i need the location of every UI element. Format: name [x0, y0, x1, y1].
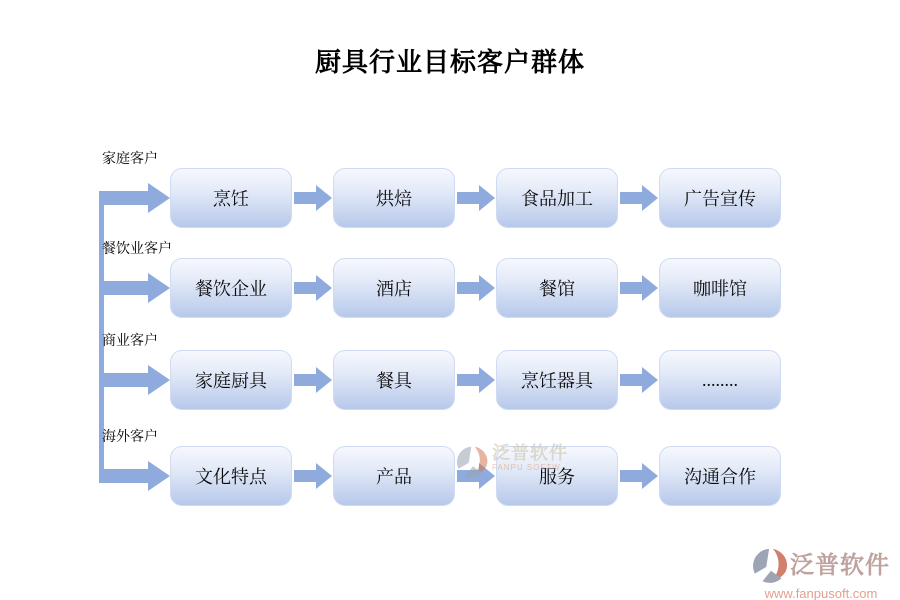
flow-box: 烹饪器具 [496, 350, 618, 410]
right-arrow-icon [620, 185, 658, 211]
arrow-head [148, 461, 170, 491]
arrow-stem [457, 470, 479, 482]
arrow-head [316, 367, 332, 393]
arrow-stem [100, 469, 148, 483]
right-arrow-icon [620, 275, 658, 301]
entry-arrow-icon [100, 461, 170, 491]
row-label-overseas-customers: 海外客户 [102, 430, 158, 445]
arrow-stem [294, 192, 316, 204]
arrow-head [479, 367, 495, 393]
arrow-head [316, 185, 332, 211]
arrow-head [479, 275, 495, 301]
right-arrow-icon [457, 185, 495, 211]
arrow-stem [620, 282, 642, 294]
arrow-stem [457, 282, 479, 294]
watermark-brand-text: 泛普软件 [790, 553, 890, 579]
arrow-stem [100, 281, 148, 295]
arrow-stem [457, 192, 479, 204]
flow-box: 产品 [333, 446, 455, 506]
arrow-head [642, 367, 658, 393]
arrow-stem [620, 192, 642, 204]
arrow-head [642, 275, 658, 301]
right-arrow-icon [294, 463, 332, 489]
arrow-stem [294, 374, 316, 386]
arrow-stem [100, 373, 148, 387]
flow-box: 沟通合作 [659, 446, 781, 506]
right-arrow-icon [294, 185, 332, 211]
arrow-head [148, 365, 170, 395]
arrow-stem [294, 282, 316, 294]
right-arrow-icon [457, 367, 495, 393]
flow-box: 烹饪 [170, 168, 292, 228]
entry-arrow-icon [100, 273, 170, 303]
flow-box: 家庭厨具 [170, 350, 292, 410]
watermark-corner [752, 546, 890, 600]
flow-box: 烘焙 [333, 168, 455, 228]
right-arrow-icon [620, 463, 658, 489]
arrow-stem [620, 470, 642, 482]
right-arrow-icon [457, 275, 495, 301]
row-label-commercial-customers: 商业客户 [102, 334, 158, 349]
flow-box: 文化特点 [170, 446, 292, 506]
right-arrow-icon [620, 367, 658, 393]
entry-arrow-icon [100, 183, 170, 213]
arrow-stem [294, 470, 316, 482]
arrow-head [316, 463, 332, 489]
flow-box: ........ [659, 350, 781, 410]
flow-box: 咖啡馆 [659, 258, 781, 318]
flow-box: 酒店 [333, 258, 455, 318]
arrow-head [479, 463, 495, 489]
arrow-head [479, 185, 495, 211]
page-title: 厨具行业目标客户群体 [314, 48, 585, 77]
row-label-catering-customers: 餐饮业客户 [102, 242, 172, 257]
watermark-subtext: FANPU SOFTW [492, 463, 561, 472]
flow-box: 餐馆 [496, 258, 618, 318]
watermark-brand-text: 泛普软件 [492, 443, 568, 463]
flow-box: 餐具 [333, 350, 455, 410]
flow-box: 广告宣传 [659, 168, 781, 228]
arrow-stem [457, 374, 479, 386]
watermark-url-text: www.fanpusoft.com [764, 586, 878, 600]
right-arrow-icon [457, 463, 495, 489]
right-arrow-icon [294, 367, 332, 393]
arrow-head [642, 185, 658, 211]
flow-box: 服务 [496, 446, 618, 506]
arrow-head [316, 275, 332, 301]
entry-arrow-icon [100, 365, 170, 395]
arrow-stem [620, 374, 642, 386]
arrow-head [148, 183, 170, 213]
right-arrow-icon [294, 275, 332, 301]
fanpu-logo-icon [752, 546, 790, 586]
flow-box: 餐饮企业 [170, 258, 292, 318]
row-label-family-customers: 家庭客户 [102, 152, 158, 167]
arrow-stem [100, 191, 148, 205]
arrow-head [642, 463, 658, 489]
flow-box: 食品加工 [496, 168, 618, 228]
arrow-head [148, 273, 170, 303]
